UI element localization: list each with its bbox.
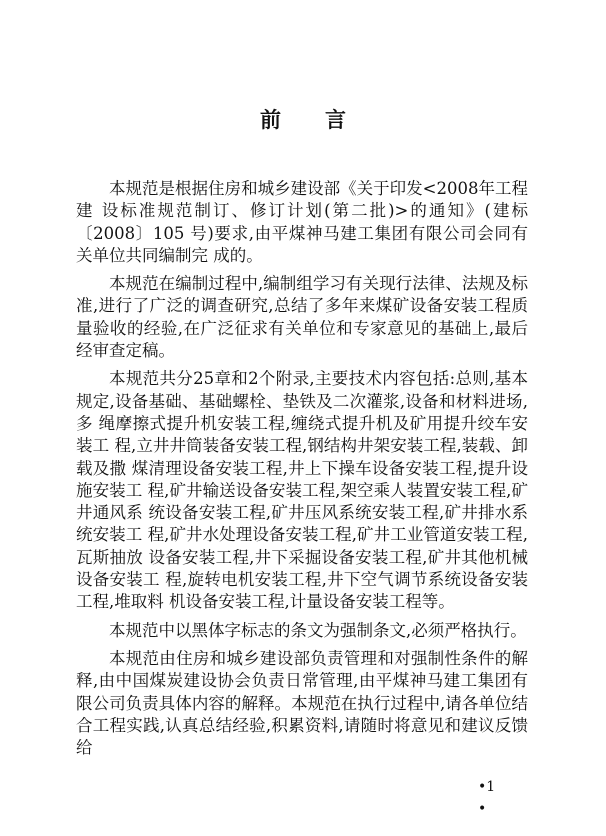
- page-number-top: •1: [478, 779, 496, 795]
- preface-body: [76, 178, 528, 759]
- preface-title: [0, 104, 606, 134]
- paragraph: 本规范由住房和城乡建设部负责管理和对强制性条件的解释,由中国煤炭建设协会负责日常管理,由平煤神马建工集团有限公司负责具体内容的解释。本规范在执行过程中,请各单位结合工程实践,认真总结经验,积累资料,请随时将意见和建议反馈给: [76, 648, 528, 758]
- paragraph: 本规范中以黑体字标志的条文为强制条文,必须严格执行。: [109, 620, 527, 640]
- page-number: [478, 776, 495, 820]
- paragraph: 本规范是根据住房和城乡建设部《关于印发<2008年工程建 设标准规范制订、修订计划(第二批)>的通知》(建标〔2008〕105 号)要求,由平煤神马建工集团有限公司会同有关单位共同编制完 成的。: [76, 179, 528, 265]
- paragraph: 本规范共分25章和2个附录,主要技术内容包括:总则,基本 规定,设备基础、基础螺栓、垫铁及二次灌浆,设备和材料进场,多 绳摩擦式提升机安装工程,缠绕式提升机及矿用提升绞车安装工 程,立井井筒装备安装工程,钢结构井架安装工程,装载、卸载及撒 煤清理设备安装工程,井上下操车设备安装工程,提升设施安装工 程,矿井输送设备安装工程,架空乘人装置安装工程,矿井通风系 统设备安装工程,矿井压风系统安装工程,矿井排水系统安装工 程,矿井水处理设备安装工程,矿井工业管道安装工程,瓦斯抽放 设备安装工程,井下采掘设备安装工程,矿井其他机械设备安装工 程,旋转电机安装工程,井下空气调节系统设备安装工程,堆取料 机设备安装工程,计量设备安装工程等。: [76, 369, 528, 612]
- title-char-1: 前: [260, 108, 281, 132]
- paragraph: 本规范在编制过程中,编制组学习有关现行法律、法规及标准,进行了广泛的调查研究,总结了多年来煤矿设备安装工程质量验收的经验,在广泛征求有关单位和专家意见的基础上,最后经审查定稿。: [76, 274, 528, 361]
- title-char-2: 言: [325, 108, 346, 132]
- page-number-bottom: •: [478, 801, 487, 817]
